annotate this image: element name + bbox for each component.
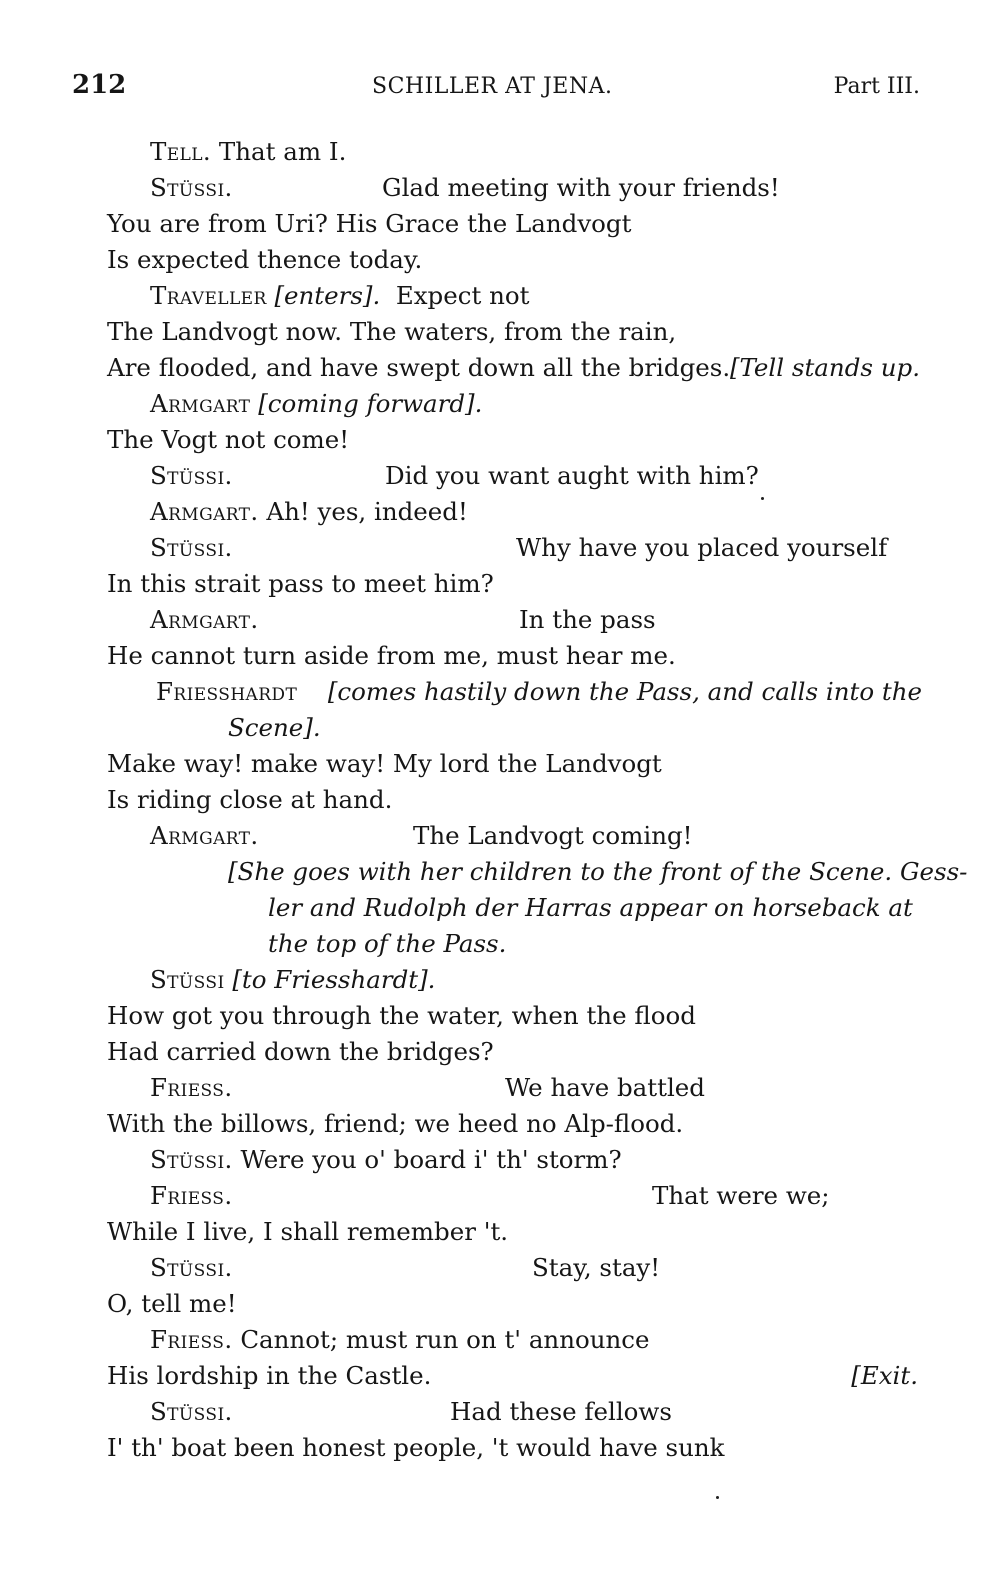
line-text: The Landvogt coming! [413,821,693,850]
verse-line [150,134,346,170]
verse-line [150,278,529,314]
print-speck [761,497,764,500]
verse-line: The Vogt not come! [107,425,350,454]
verse-line: Is expected thence today. [107,245,423,274]
speaker: Armgart. [150,821,259,850]
line-text: Why have you placed yourself [516,533,888,562]
verse-line: I' th' boat been honest people, 't would have sunk [107,1433,725,1462]
stage-direction: the top of the Pass. [268,929,507,958]
line-text: Had these fellows [450,1397,672,1426]
verse-line: With the billows, friend; we heed no Alp-flood. [107,1109,684,1138]
verse-line: O, tell me! [107,1289,237,1318]
speaker: Stüssi. [150,173,233,202]
speaker: Stüssi [150,965,225,994]
verse-line [150,962,435,998]
verse-line [150,458,233,494]
verse-line: You are from Uri? His Grace the Landvogt [107,209,632,238]
verse-line [150,386,482,422]
line-text: We have battled [505,1073,705,1102]
verse-line: Are flooded, and have swept down all the bridges. [107,353,731,382]
speaker: Friess. [150,1073,233,1102]
verse-line [150,170,233,206]
line-text: Stay, stay! [532,1253,661,1282]
verse-line [150,602,259,638]
line-text: Ah! yes, indeed! [266,497,468,526]
speaker: Stüssi. [150,1145,233,1174]
verse-line: He cannot turn aside from me, must hear me. [107,641,676,670]
line-text: That am I. [218,137,347,166]
speaker: Tell. [150,137,212,166]
stage-direction: [coming forward]. [258,389,483,418]
line-text: In the pass [519,605,656,634]
verse-line [150,1250,233,1286]
stage-direction: [to Friesshardt]. [232,965,436,994]
verse-line [150,1394,233,1430]
stage-direction: [comes hastily down the Pass, and calls into the [327,677,922,706]
stage-direction: [enters]. [274,281,381,310]
speaker: Stüssi. [150,461,233,490]
speaker: Friess. [150,1181,233,1210]
speaker: Stüssi. [150,1397,233,1426]
verse-line [150,530,233,566]
speaker: Armgart [150,389,251,418]
page-number: 212 [72,70,127,100]
stage-direction: Scene]. [228,713,321,742]
stage-direction: [Exit. [851,1361,918,1390]
verse-line: His lordship in the Castle. [107,1361,432,1390]
verse-line: While I live, I shall remember 't. [107,1217,509,1246]
verse-line [150,1322,650,1358]
verse-line [150,818,259,854]
stage-direction: [She goes with her children to the front of the Scene. Gess- [228,857,968,886]
verse-line: In this strait pass to meet him? [107,569,494,598]
line-text: Expect not [395,281,530,310]
line-text: Were you o' board i' th' storm? [240,1145,622,1174]
speaker: Armgart. [150,605,259,634]
speaker: Friess. [150,1325,233,1354]
print-speck [716,1496,719,1499]
line-text: Cannot; must run on t' announce [240,1325,650,1354]
stage-direction: ler and Rudolph der Harras appear on horseback at [268,893,913,922]
verse-line: How got you through the water, when the flood [107,1001,696,1030]
speaker: Traveller [150,281,267,310]
verse-line [150,1070,233,1106]
verse-line: Had carried down the bridges? [107,1037,494,1066]
verse-line: The Landvogt now. The waters, from the rain, [107,317,677,346]
speaker: Stüssi. [150,533,233,562]
verse-line [150,1142,622,1178]
running-title: SCHILLER AT JENA. [372,74,613,99]
part-label: Part III. [833,74,920,99]
speaker: Stüssi. [150,1253,233,1282]
line-text: That were we; [652,1181,830,1210]
verse-line: Make way! make way! My lord the Landvogt [107,749,662,778]
stage-direction: [Tell stands up. [729,353,920,382]
verse-line [150,1178,233,1214]
speaker: Friesshardt [156,677,298,706]
verse-line [150,494,468,530]
verse-line: Is riding close at hand. [107,785,393,814]
line-text: Did you want aught with him? [385,461,759,490]
stage-direction-line [156,674,922,710]
line-text: Glad meeting with your friends! [382,173,780,202]
speaker: Armgart. [150,497,259,526]
